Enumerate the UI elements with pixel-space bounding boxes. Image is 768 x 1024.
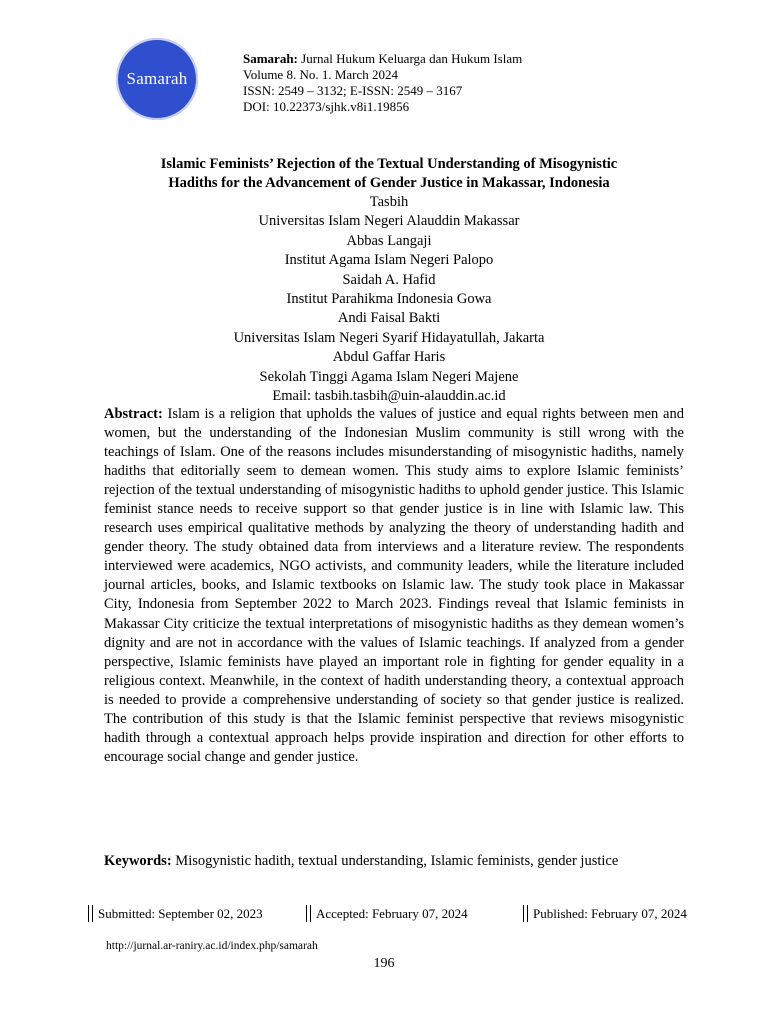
author-name: Saidah A. Hafid bbox=[342, 271, 436, 288]
submitted-date bbox=[88, 905, 263, 922]
keywords bbox=[104, 852, 684, 871]
published-date bbox=[523, 905, 687, 922]
journal-header bbox=[243, 51, 522, 115]
journal-doi: DOI: 10.22373/sjhk.v8i1.19856 bbox=[243, 99, 410, 114]
journal-name: Samarah: bbox=[243, 51, 298, 66]
author-name: Tasbih bbox=[369, 194, 409, 210]
journal-subtitle: Jurnal Hukum Keluarga dan Hukum Islam bbox=[297, 51, 523, 66]
keywords-text: Misogynistic hadith, textual understanding, Islamic feminists, gender justice bbox=[171, 853, 619, 869]
author-affiliation: Universitas Islam Negeri Alauddin Makassar bbox=[258, 213, 520, 230]
paper-title-line-1: Islamic Feminists’ Rejection of the Textual Understanding of Misogynistic bbox=[160, 156, 618, 172]
paper-title-line-2: Hadiths for the Advancement of Gender Justice in Makassar, Indonesia bbox=[168, 175, 610, 191]
paper-title bbox=[100, 155, 678, 193]
divider-bars bbox=[523, 905, 528, 922]
author-list bbox=[100, 193, 678, 406]
divider-bars bbox=[306, 905, 311, 922]
abstract-label: Abstract: bbox=[104, 406, 163, 422]
keywords-label: Keywords: bbox=[104, 853, 172, 869]
author-affiliation: Universitas Islam Negeri Syarif Hidayatullah, Jakarta bbox=[233, 329, 545, 346]
author-affiliation: Institut Agama Islam Negeri Palopo bbox=[284, 252, 494, 269]
abstract-text: Islam is a religion that upholds the values of justice and equal rights between men and women, but the understanding of the Indonesian Muslim community is still wrong with the teachings of Islam. One of the reasons includes misunderstanding of misogynistic hadiths, namely hadiths that editorially seem to demean women. This study aims to explore Islamic feminists’ rejection of the textual understanding of misogynistic hadiths to uphold gender justice. This Islamic feminist stance needs to receive support so that gender justice is in line with Islamic law. This research uses empirical qualitative methods by analyzing the theory of understanding hadith and gender theory. The study obtained data from interviews and a literature review. The respondents interviewed were academics, NGO activists, and community leaders, while the literature included journal articles, books, and Islamic textbooks on Islamic law. The study took place in Makassar City, Indonesia from September 2022 to March 2023. Findings reveal that Islamic feminists in Makassar City criticize the textual interpretations of misogynistic hadiths as they demean women’s dignity and are not in accordance with the values of Islamic teachings. If analyzed from a gender perspective, Islamic feminists have played an important role in fighting for gender equality in a religious context. Meanwhile, in the context of hadith understanding theory, a contextual approach is needed to provide a comprehensive understanding of society so that gender justice is realized. The contribution of this study is that the Islamic feminist perspective that reviews misogynistic hadith through a contextual approach helps provide inspiration and direction for other efforts to encourage social change and gender justice. bbox=[104, 406, 684, 765]
journal-name-line bbox=[243, 51, 522, 67]
author-affiliation: Sekolah Tinggi Agama Islam Negeri Majene bbox=[259, 368, 519, 385]
accepted-date bbox=[306, 905, 468, 922]
author-name: Andi Faisal Bakti bbox=[337, 310, 441, 327]
journal-logo bbox=[116, 38, 198, 120]
journal-logo-text: Samarah bbox=[126, 69, 188, 88]
page-number: 196 bbox=[373, 956, 395, 971]
author-email: Email: tasbih.tasbih@uin-alauddin.ac.id bbox=[272, 388, 506, 405]
abstract bbox=[104, 405, 684, 767]
published-date-text: Published: February 07, 2024 bbox=[533, 905, 687, 921]
accepted-date-text: Accepted: February 07, 2024 bbox=[316, 905, 468, 921]
submitted-date-text: Submitted: September 02, 2023 bbox=[98, 905, 263, 921]
divider-bars bbox=[88, 905, 93, 922]
author-name: Abbas Langaji bbox=[346, 232, 432, 249]
journal-url[interactable]: http://jurnal.ar-raniry.ac.id/index.php/samarah bbox=[106, 940, 318, 952]
journal-volume: Volume 8. No. 1. March 2024 bbox=[243, 67, 399, 82]
author-affiliation: Institut Parahikma Indonesia Gowa bbox=[286, 291, 492, 308]
publication-dates bbox=[88, 905, 718, 925]
journal-issn: ISSN: 2549 – 3132; E-ISSN: 2549 – 3167 bbox=[243, 83, 463, 98]
author-name: Abdul Gaffar Haris bbox=[332, 349, 446, 366]
